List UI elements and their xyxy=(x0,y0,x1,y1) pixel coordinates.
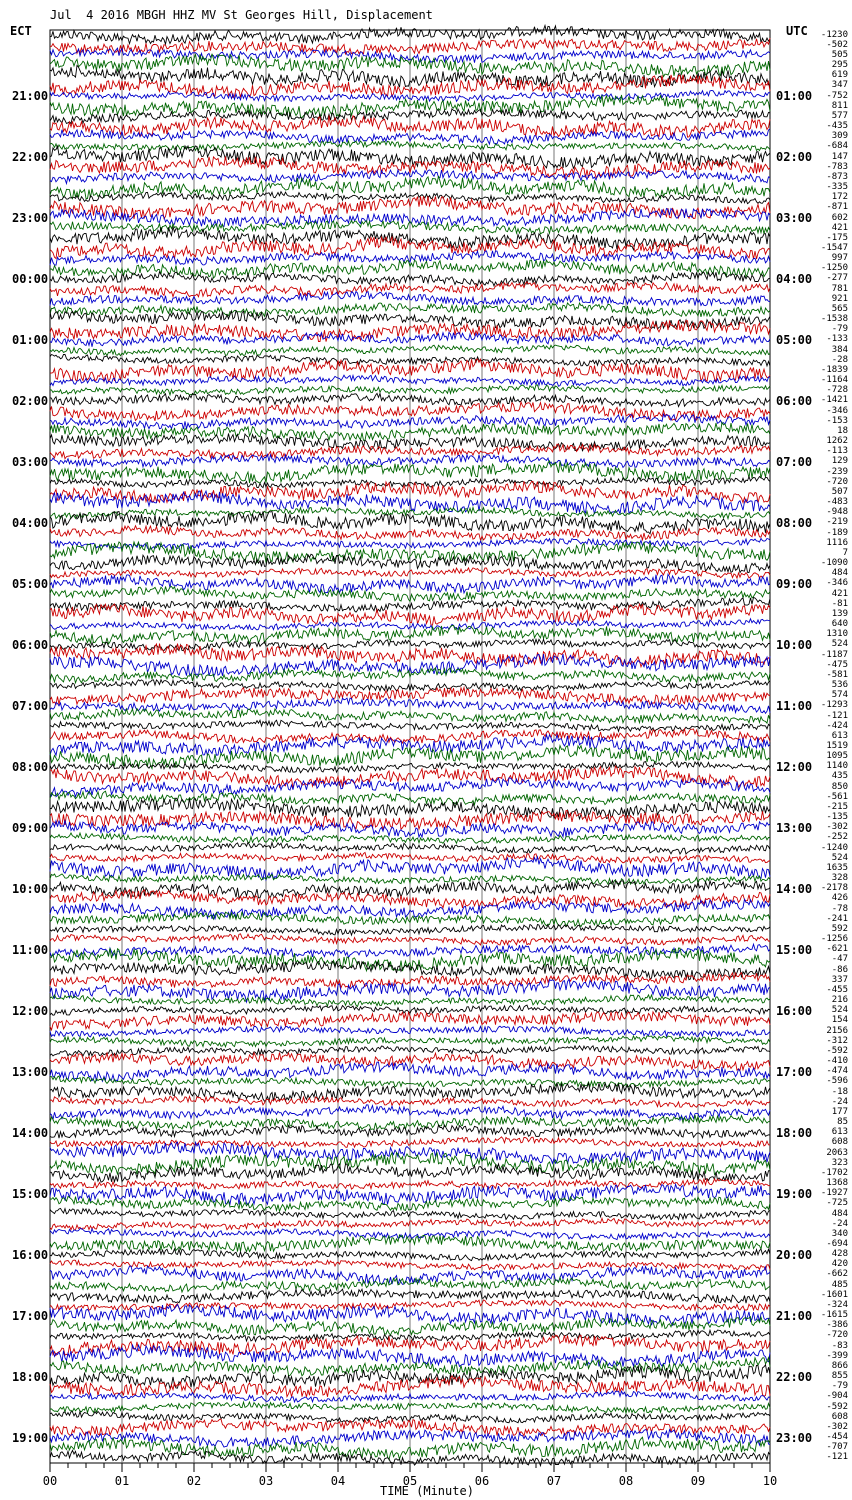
hour-label-utc: 12:00 xyxy=(776,759,813,774)
hour-label-utc: 16:00 xyxy=(776,1003,813,1018)
hour-label-ect: 22:00 xyxy=(12,150,49,165)
trace-value-label: 139 xyxy=(831,608,848,619)
x-axis-label: TIME (Minute) xyxy=(380,1484,474,1498)
trace-value-label: 574 xyxy=(831,690,848,701)
trace-value-label: 295 xyxy=(831,60,848,71)
trace-value-label: -335 xyxy=(826,182,848,193)
trace-value-label: -455 xyxy=(826,984,848,995)
trace-value-label: 18 xyxy=(837,425,848,436)
hour-label-utc: 02:00 xyxy=(776,150,813,165)
trace-value-label: -720 xyxy=(826,1330,848,1341)
hour-label-utc: 15:00 xyxy=(776,942,813,957)
hour-label-ect: 14:00 xyxy=(12,1125,49,1140)
trace-value-label: -1164 xyxy=(820,375,848,386)
trace-value-label: -1250 xyxy=(820,263,848,274)
trace-value-label: -596 xyxy=(826,1076,848,1087)
trace-value-label: -1927 xyxy=(820,1188,848,1199)
hour-label-ect: 08:00 xyxy=(12,759,49,774)
hour-label-utc: 05:00 xyxy=(776,332,813,347)
hour-label-utc: 09:00 xyxy=(776,576,813,591)
trace-value-label: 2156 xyxy=(826,1025,848,1036)
trace-value-label: -561 xyxy=(826,791,848,802)
trace-value-label: -424 xyxy=(826,720,848,731)
hour-label-ect: 12:00 xyxy=(12,1003,49,1018)
hour-label-ect: 13:00 xyxy=(12,1064,49,1079)
trace-value-label: 421 xyxy=(831,222,848,233)
left-timezone-label: ECT xyxy=(10,24,32,38)
trace-value-label: 602 xyxy=(831,212,848,223)
trace-value-label: -1256 xyxy=(820,934,848,945)
trace-value-label: -121 xyxy=(826,710,848,721)
trace-value-label: 384 xyxy=(831,344,848,355)
trace-value-label: -454 xyxy=(826,1432,848,1443)
trace-value-label: -904 xyxy=(826,1391,848,1402)
trace-value-label: 997 xyxy=(831,253,848,264)
trace-value-label: -752 xyxy=(826,90,848,101)
trace-value-label: 421 xyxy=(831,588,848,599)
x-tick-label: 02 xyxy=(186,1474,202,1488)
hour-label-ect: 00:00 xyxy=(12,271,49,286)
x-tick-label: 05 xyxy=(402,1474,418,1488)
trace-value-label: -239 xyxy=(826,466,848,477)
trace-value-label: -725 xyxy=(826,1198,848,1209)
trace-value-label: -346 xyxy=(826,578,848,589)
trace-value-label: -121 xyxy=(826,1452,848,1463)
trace-value-label: -871 xyxy=(826,202,848,213)
trace-value-label: 921 xyxy=(831,293,848,304)
chart-title: Jul 4 2016 MBGH HHZ MV St Georges Hill, Displacement xyxy=(50,8,433,22)
trace-value-label: 1116 xyxy=(826,537,848,548)
trace-value-label: -81 xyxy=(831,598,848,609)
hour-label-utc: 06:00 xyxy=(776,393,813,408)
trace-value-label: -1601 xyxy=(820,1289,848,1300)
trace-value-label: -728 xyxy=(826,385,848,396)
trace-value-label: -1187 xyxy=(820,649,848,660)
hour-label-utc: 04:00 xyxy=(776,271,813,286)
trace-value-label: -720 xyxy=(826,476,848,487)
trace-value-label: -581 xyxy=(826,669,848,680)
trace-value-label: 505 xyxy=(831,49,848,60)
hour-label-ect: 16:00 xyxy=(12,1247,49,1262)
trace-value-label: -1702 xyxy=(820,1167,848,1178)
hour-label-utc: 19:00 xyxy=(776,1186,813,1201)
hour-label-utc: 08:00 xyxy=(776,515,813,530)
trace-value-label: 420 xyxy=(831,1259,848,1270)
trace-value-label: 592 xyxy=(831,923,848,934)
trace-value-label: -175 xyxy=(826,232,848,243)
x-tick-label: 08 xyxy=(618,1474,634,1488)
trace-value-label: -79 xyxy=(831,1381,848,1392)
trace-value-label: -28 xyxy=(831,354,848,365)
trace-value-label: 619 xyxy=(831,70,848,81)
hour-label-utc: 13:00 xyxy=(776,820,813,835)
trace-value-label: -873 xyxy=(826,171,848,182)
x-tick-label: 10 xyxy=(762,1474,778,1488)
trace-value-label: -1547 xyxy=(820,243,848,253)
x-tick-label: 01 xyxy=(114,1474,130,1488)
trace-value-label: 485 xyxy=(831,1279,848,1290)
trace-value-label: 484 xyxy=(831,1208,848,1219)
trace-value-label: -399 xyxy=(826,1350,848,1361)
trace-value-label: 428 xyxy=(831,1249,848,1260)
hour-label-ect: 21:00 xyxy=(12,89,49,104)
hour-label-ect: 04:00 xyxy=(12,515,49,530)
trace-value-label: -241 xyxy=(826,913,848,924)
trace-value-label: 577 xyxy=(831,110,848,121)
trace-value-label: 435 xyxy=(831,771,848,782)
trace-value-label: -662 xyxy=(826,1269,848,1280)
hour-label-ect: 23:00 xyxy=(12,211,49,226)
trace-value-label: 1635 xyxy=(826,862,848,873)
trace-value-label: 172 xyxy=(831,192,848,203)
trace-value-label: -24 xyxy=(831,1096,848,1107)
trace-value-label: -153 xyxy=(826,415,848,426)
trace-value-label: -215 xyxy=(826,801,848,812)
trace-value-label: -502 xyxy=(826,39,848,50)
trace-value-label: -694 xyxy=(826,1238,848,1249)
hour-label-ect: 19:00 xyxy=(12,1430,49,1445)
hour-label-utc: 07:00 xyxy=(776,454,813,469)
trace-value-label: 154 xyxy=(831,1015,848,1026)
trace-value-label: 613 xyxy=(831,730,848,741)
trace-value-label: 7 xyxy=(842,547,848,558)
trace-value-label: 328 xyxy=(831,873,848,884)
trace-value-label: 811 xyxy=(831,100,848,111)
trace-value-label: -474 xyxy=(826,1066,848,1077)
trace-value-label: -189 xyxy=(826,527,848,538)
trace-value-label: 216 xyxy=(831,995,848,1006)
hour-label-utc: 21:00 xyxy=(776,1308,813,1323)
trace-value-label: -783 xyxy=(826,161,848,172)
hour-label-utc: 22:00 xyxy=(776,1369,813,1384)
trace-value-label: -47 xyxy=(831,954,848,965)
trace-value-label: -113 xyxy=(826,446,848,457)
trace-value-label: 85 xyxy=(837,1117,848,1128)
trace-value-label: -410 xyxy=(826,1056,848,1067)
trace-value-label: 2063 xyxy=(826,1147,848,1158)
trace-value-label: -302 xyxy=(826,1421,848,1432)
trace-value-label: -83 xyxy=(831,1340,848,1351)
trace-value-label: -78 xyxy=(831,903,848,914)
trace-value-label: 524 xyxy=(831,852,848,863)
hour-label-utc: 11:00 xyxy=(776,698,813,713)
trace-value-label: 1262 xyxy=(826,436,848,447)
trace-value-label: -135 xyxy=(826,812,848,823)
hour-label-ect: 07:00 xyxy=(12,698,49,713)
hour-label-ect: 05:00 xyxy=(12,576,49,591)
trace-value-label: 608 xyxy=(831,1137,848,1148)
trace-value-label: -18 xyxy=(831,1086,848,1097)
x-tick-label: 04 xyxy=(330,1474,346,1488)
trace-value-label: -475 xyxy=(826,659,848,670)
trace-value-label: 608 xyxy=(831,1411,848,1422)
trace-value-label: -592 xyxy=(826,1401,848,1412)
hour-label-ect: 01:00 xyxy=(12,332,49,347)
trace-value-label: -2178 xyxy=(820,883,848,894)
hour-label-utc: 17:00 xyxy=(776,1064,813,1079)
trace-value-label: 524 xyxy=(831,639,848,650)
trace-value-label: 855 xyxy=(831,1371,848,1382)
trace-value-label: 1310 xyxy=(826,629,848,640)
trace-value-label: -707 xyxy=(826,1442,848,1453)
trace-value-label: 850 xyxy=(831,781,848,792)
trace-value-label: -1421 xyxy=(820,395,848,406)
x-tick-label: 00 xyxy=(42,1474,58,1488)
trace-value-label: 426 xyxy=(831,893,848,904)
trace-value-label: -1240 xyxy=(820,842,848,853)
trace-value-label: 536 xyxy=(831,680,848,691)
trace-value-label: -435 xyxy=(826,121,848,132)
x-tick-label: 06 xyxy=(474,1474,490,1488)
hour-label-ect: 09:00 xyxy=(12,820,49,835)
trace-value-label: -79 xyxy=(831,324,848,335)
hour-label-ect: 15:00 xyxy=(12,1186,49,1201)
trace-value-label: 340 xyxy=(831,1228,848,1239)
trace-value-label: 781 xyxy=(831,283,848,294)
hour-label-ect: 02:00 xyxy=(12,393,49,408)
right-timezone-label: UTC xyxy=(786,24,808,38)
trace-value-label: 484 xyxy=(831,568,848,579)
trace-value-label: -1839 xyxy=(820,364,848,375)
hour-label-ect: 17:00 xyxy=(12,1308,49,1323)
hour-label-ect: 06:00 xyxy=(12,637,49,652)
trace-value-label: -252 xyxy=(826,832,848,843)
trace-value-label: 613 xyxy=(831,1127,848,1138)
trace-value-label: 347 xyxy=(831,80,848,91)
hour-label-utc: 10:00 xyxy=(776,637,813,652)
trace-value-label: 1519 xyxy=(826,741,848,751)
trace-value-label: 1140 xyxy=(826,761,848,772)
x-tick-label: 03 xyxy=(258,1474,274,1488)
trace-value-label: 1368 xyxy=(826,1178,848,1188)
trace-value-label: -324 xyxy=(826,1299,848,1310)
x-tick-label: 09 xyxy=(690,1474,706,1488)
trace-value-label: -1293 xyxy=(820,700,848,711)
trace-value-label: 129 xyxy=(831,456,848,467)
trace-value-label: -684 xyxy=(826,141,848,152)
trace-value-label: 565 xyxy=(831,303,848,314)
trace-value-label: 309 xyxy=(831,131,848,142)
hour-label-utc: 23:00 xyxy=(776,1430,813,1445)
trace-value-label: -1615 xyxy=(820,1310,848,1321)
trace-value-label: -621 xyxy=(826,944,848,955)
trace-value-label: -219 xyxy=(826,517,848,528)
trace-value-label: -592 xyxy=(826,1045,848,1056)
trace-value-label: -1538 xyxy=(820,314,848,325)
trace-value-label: 866 xyxy=(831,1360,848,1371)
trace-value-label: -277 xyxy=(826,273,848,284)
hour-label-utc: 14:00 xyxy=(776,881,813,896)
trace-value-label: -24 xyxy=(831,1218,848,1229)
trace-value-label: -948 xyxy=(826,507,848,518)
hour-label-ect: 11:00 xyxy=(12,942,49,957)
trace-value-label: 640 xyxy=(831,619,848,630)
trace-value-label: 524 xyxy=(831,1005,848,1016)
trace-value-label: -302 xyxy=(826,822,848,833)
trace-value-label: -346 xyxy=(826,405,848,416)
hour-label-utc: 18:00 xyxy=(776,1125,813,1140)
trace-value-label: -133 xyxy=(826,334,848,345)
trace-value-label: -1230 xyxy=(820,29,848,40)
hour-label-ect: 03:00 xyxy=(12,454,49,469)
hour-label-utc: 01:00 xyxy=(776,89,813,104)
trace-value-label: 337 xyxy=(831,974,848,985)
x-tick-label: 07 xyxy=(546,1474,562,1488)
trace-value-label: 1095 xyxy=(826,751,848,762)
trace-value-label: -483 xyxy=(826,497,848,508)
trace-value-label: -312 xyxy=(826,1035,848,1046)
trace-value-label: 177 xyxy=(831,1106,848,1117)
trace-value-label: 147 xyxy=(831,151,848,162)
hour-label-ect: 18:00 xyxy=(12,1369,49,1384)
hour-label-utc: 20:00 xyxy=(776,1247,813,1262)
trace-value-label: -86 xyxy=(831,964,848,975)
hour-label-ect: 10:00 xyxy=(12,881,49,896)
trace-value-label: -386 xyxy=(826,1320,848,1331)
hour-label-utc: 03:00 xyxy=(776,211,813,226)
trace-value-label: 323 xyxy=(831,1157,848,1168)
trace-value-label: 507 xyxy=(831,486,848,497)
x-axis-ticks xyxy=(50,1463,770,1472)
trace-value-label: -1090 xyxy=(820,558,848,569)
